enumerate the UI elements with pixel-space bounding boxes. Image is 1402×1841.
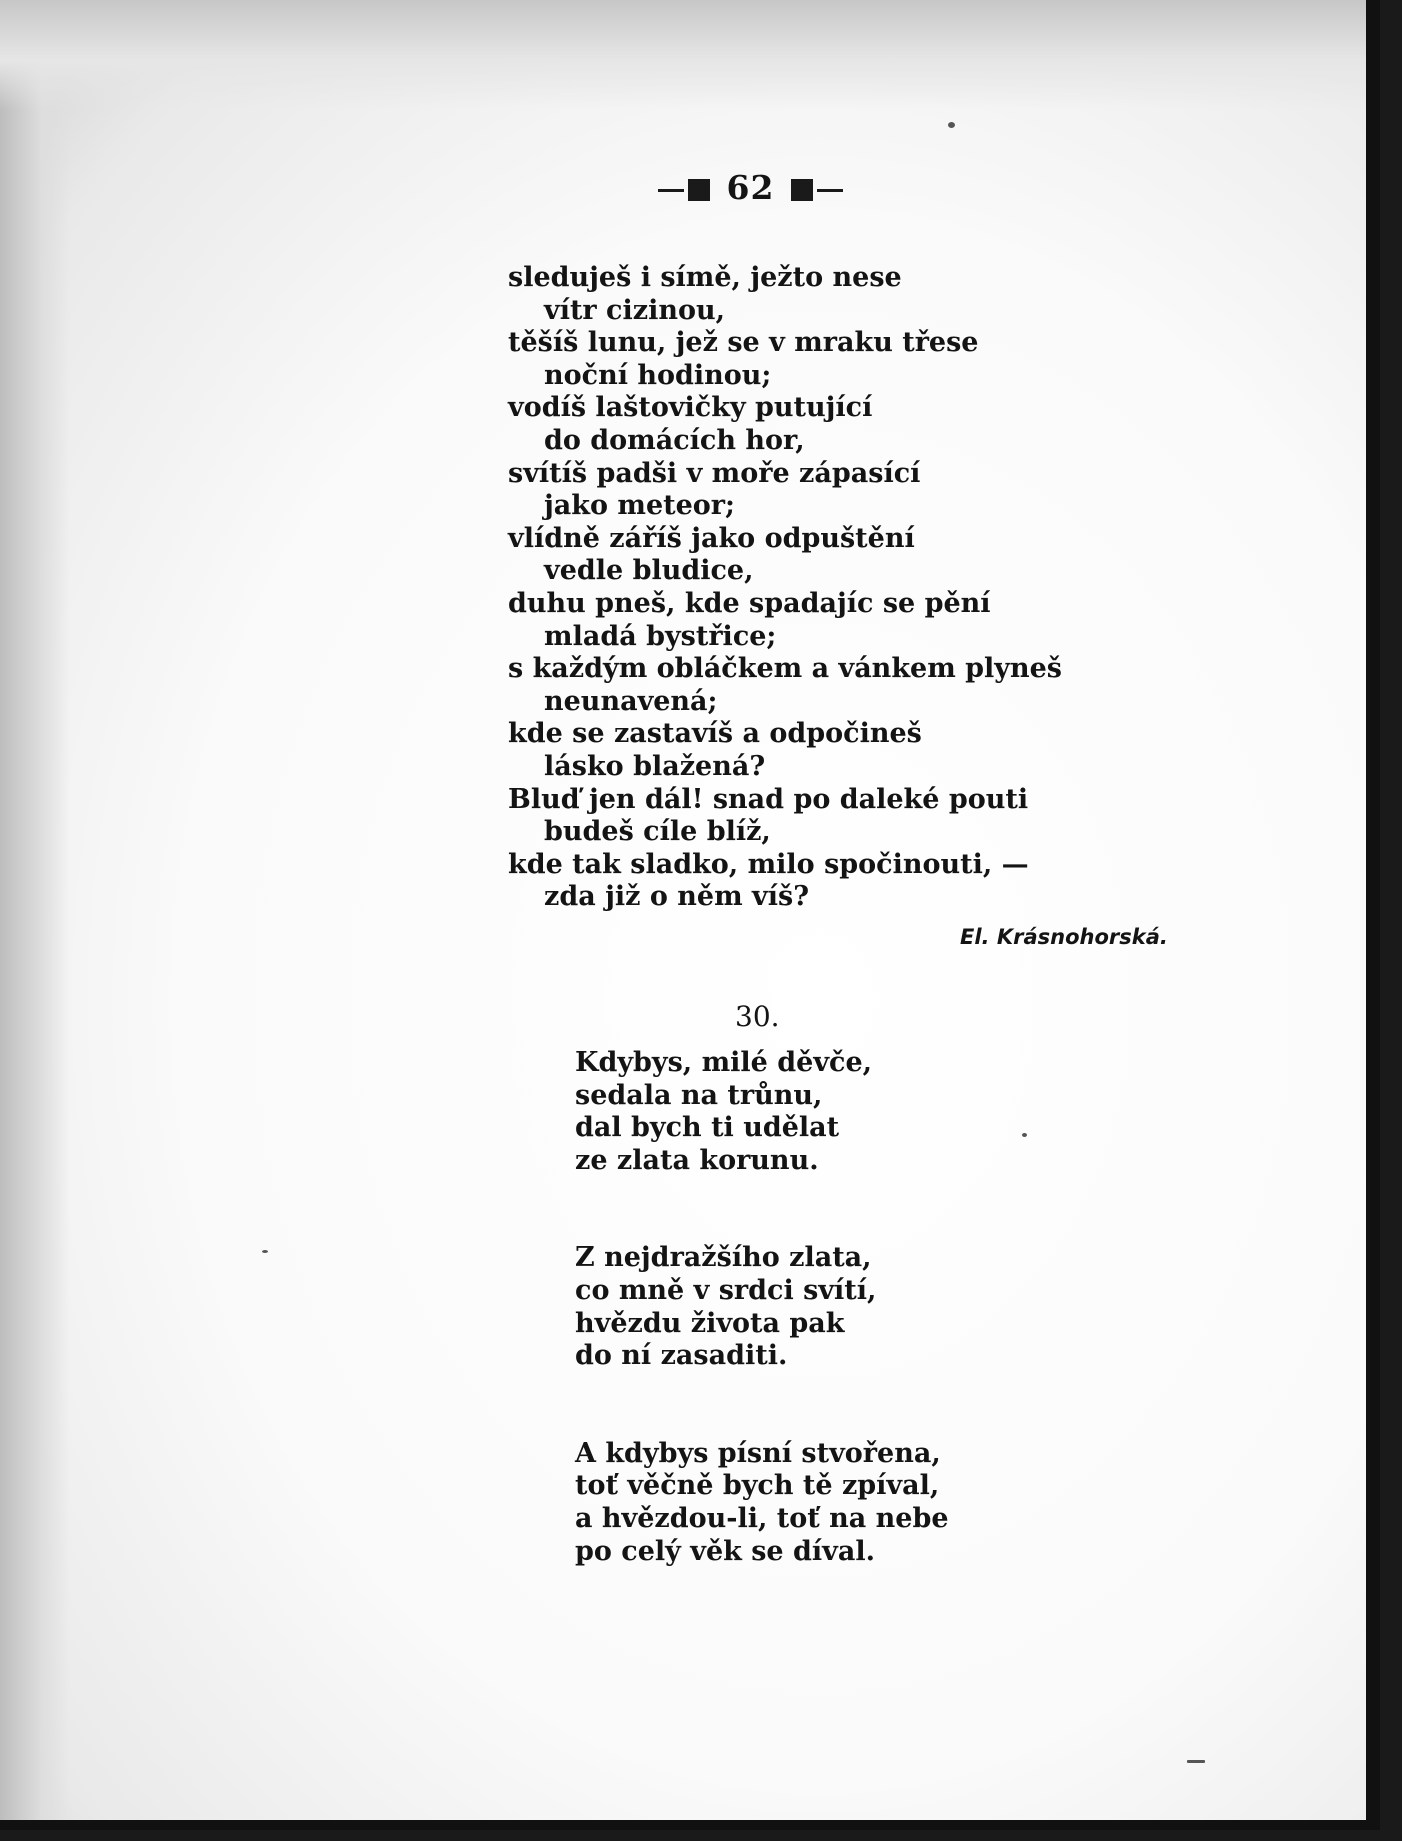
poem-line: Kdybys, milé děvče, [575, 1047, 873, 1078]
poem-fragment [508, 262, 1062, 914]
scan-speck [948, 122, 955, 128]
poem-line: po celý věk se díval. [575, 1535, 875, 1567]
poem-line: ze zlata korunu. [575, 1144, 819, 1176]
poem-line: mladá bystřice; [544, 620, 777, 652]
page-edge-shadow-left [0, 0, 70, 1820]
ornament-left-icon [688, 179, 710, 201]
poem-line: a hvězdou-li, toť na nebe [575, 1502, 949, 1534]
poem-line: svítíš padši v moře zápasící [508, 457, 921, 489]
poem-number: 30. [735, 1000, 780, 1033]
poem-line: duhu pneš, kde spadajíc se pění [508, 587, 991, 619]
poem-stanza [575, 1438, 949, 1568]
poem-line: budeš cíle blíž, [544, 816, 771, 848]
poem-line: A kdybys písní stvořena, [575, 1437, 941, 1469]
poem-line: kde se zastavíš a odpočineš [508, 718, 922, 750]
ornament-right-icon [791, 179, 813, 201]
poem-line: co mně v srdci svítí, [575, 1274, 877, 1306]
page-edge-shadow-top [0, 0, 1366, 110]
poem-author: El. Krásnohorská. [960, 925, 1168, 949]
poem-line: dal bych ti udělat [575, 1112, 840, 1144]
poem-line: vlídně záříš jako odpuštění [508, 522, 915, 554]
poem-line: těšíš lunu, jež se v mraku třese [508, 327, 979, 359]
poem-line: lásko blažená? [544, 750, 766, 782]
poem-line: noční hodinou; [544, 359, 772, 391]
ornament-dash-left [658, 189, 684, 192]
poem-line: hvězdu života pak [575, 1307, 845, 1339]
scan-speck [262, 1250, 268, 1253]
poem-line: vítr cizinou, [544, 294, 725, 326]
poem-line: sedala na trůnu, [575, 1079, 823, 1111]
poem-line: toť věčně bych tě zpíval, [575, 1470, 940, 1502]
poem-line: kde tak sladko, milo spočinouti, — [508, 848, 1029, 880]
poem-30 [575, 1047, 949, 1633]
poem-stanza [575, 1242, 949, 1372]
poem-line: jako meteor; [544, 490, 735, 522]
poem-line: s každým obláčkem a vánkem plyneš [508, 653, 1063, 685]
poem-line: vedle bludice, [544, 555, 754, 587]
scan-speck [1187, 1760, 1205, 1763]
poem-line: Bluď jen dál! snad po daleké pouti [508, 783, 1029, 815]
poem-line: sleduješ i símě, ježto nese [508, 262, 902, 293]
page-number [658, 168, 843, 207]
ornament-dash-right [817, 189, 843, 192]
poem-line: zda již o něm víš? [544, 881, 810, 913]
poem-line: Z nejdražšího zlata, [575, 1242, 872, 1274]
poem-line: vodíš laštovičky putující [508, 392, 873, 424]
poem-line: do domácích hor, [544, 424, 805, 456]
poem-line: neunavená; [544, 685, 718, 717]
page-number-value: 62 [726, 168, 775, 207]
scan-speck [1022, 1133, 1027, 1137]
poem-line: do ní zasaditi. [575, 1340, 788, 1372]
poem-stanza [575, 1047, 949, 1177]
